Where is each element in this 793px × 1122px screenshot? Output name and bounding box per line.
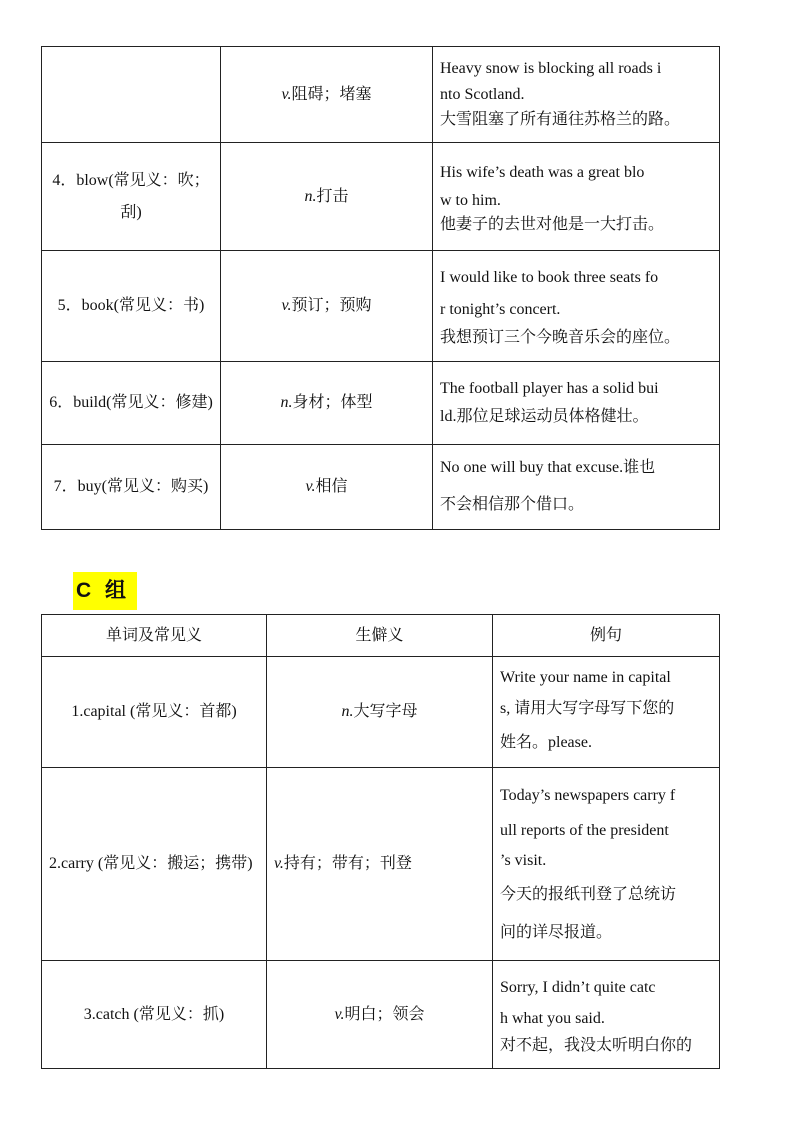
meaning-text: 打击	[316, 187, 349, 205]
word-cell	[42, 362, 221, 445]
pos-text: n.	[280, 394, 293, 412]
table-row	[42, 47, 720, 143]
pos-text: v.	[334, 1005, 345, 1023]
word-cell	[42, 961, 267, 1069]
meaning-text: 阻碍；堵塞	[291, 85, 372, 103]
table-row	[42, 445, 720, 530]
word-text: 3.catch (常见义：抓)	[83, 1005, 225, 1023]
section-c-heading: C 组	[73, 572, 137, 610]
example-cell	[493, 657, 720, 768]
table-row	[42, 143, 720, 251]
pos-text: v.	[281, 297, 292, 315]
table-row	[42, 362, 720, 445]
example-cell	[433, 362, 720, 445]
header-example: 例句	[493, 615, 720, 657]
pos-text: n.	[341, 703, 354, 721]
rare-meaning-cell	[221, 362, 433, 445]
rare-meaning-cell	[267, 961, 493, 1069]
vocab-table-b	[41, 46, 720, 530]
example-cell	[433, 47, 720, 143]
pos-text: v.	[305, 478, 316, 496]
meaning-text: 身材；体型	[292, 394, 373, 412]
example-cell	[433, 445, 720, 530]
word-cell	[42, 768, 267, 961]
word-text: 4．blow(常见义：吹；刮)	[52, 171, 210, 221]
rare-meaning-cell	[221, 143, 433, 251]
example-line: 对不起，我没太听明白你的	[500, 1036, 693, 1054]
word-cell	[42, 657, 267, 768]
meaning-text: 预订；预购	[291, 297, 372, 315]
word-text: 7．buy(常见义：购买)	[53, 478, 209, 496]
word-text: 2.carry (常见义：搬运；携带)	[49, 855, 253, 872]
example-line: 他妻子的去世对他是一大打击。	[440, 215, 665, 233]
example-line: ’s visit.	[500, 852, 547, 869]
word-text: 1.capital (常见义：首都)	[71, 703, 237, 721]
meaning-text: 相信	[315, 478, 348, 496]
word-cell	[42, 251, 221, 362]
example-cell	[493, 961, 720, 1069]
rare-meaning-cell	[267, 657, 493, 768]
example-cell	[493, 768, 720, 961]
example-line: ull reports of the president	[500, 821, 669, 839]
example-line: w to him.	[440, 192, 501, 210]
example-line: No one will buy that excuse.谁也	[440, 459, 656, 477]
example-cell	[433, 143, 720, 251]
example-line: 今天的报纸刊登了总统访	[500, 885, 677, 903]
pos-text: v.	[281, 85, 292, 103]
example-line: Heavy snow is blocking all roads i	[440, 60, 662, 78]
example-line: nto Scotland.	[440, 85, 525, 103]
example-cell	[433, 251, 720, 362]
example-line: Write your name in capital	[500, 669, 671, 687]
example-line: h what you said.	[500, 1009, 605, 1027]
meaning-text: 明白；领会	[344, 1005, 425, 1023]
example-line: s, 请用大写字母写下您的	[500, 700, 675, 718]
example-line: ld.那位足球运动员体格健壮。	[440, 408, 649, 425]
example-line: 问的详尽报道。	[500, 924, 613, 942]
example-line: r tonight’s concert.	[440, 301, 561, 319]
rare-meaning-cell	[221, 47, 433, 143]
example-line: Sorry, I didn’t quite catc	[500, 978, 656, 996]
example-line: Today’s newspapers carry f	[500, 786, 676, 804]
table-row	[42, 657, 720, 768]
word-cell	[42, 445, 221, 530]
header-word: 单词及常见义	[42, 615, 267, 657]
table-header-row	[42, 615, 720, 657]
word-text: 5．book(常见义：书)	[57, 297, 205, 315]
table-row	[42, 961, 720, 1069]
table-row	[42, 768, 720, 961]
example-line: 不会相信那个借口。	[440, 496, 585, 513]
meaning-text: 大写字母	[353, 703, 418, 721]
rare-meaning-cell	[221, 251, 433, 362]
example-line: The football player has a solid bui	[440, 380, 659, 397]
pos-text: n.	[304, 187, 317, 205]
rare-meaning-cell	[221, 445, 433, 530]
pos-text: v.	[274, 855, 284, 873]
example-line: His wife’s death was a great blo	[440, 164, 645, 182]
example-line: 大雪阻塞了所有通往苏格兰的路。	[440, 111, 681, 129]
word-cell	[42, 143, 221, 251]
rare-meaning-cell	[267, 768, 493, 961]
header-rare-meaning: 生僻义	[267, 615, 493, 657]
table-row	[42, 251, 720, 362]
word-text: 6．build(常见义：修建)	[49, 394, 213, 411]
meaning-text: 持有；带有；刊登	[283, 855, 412, 873]
example-line: 姓名。please.	[500, 734, 592, 751]
example-line: I would like to book three seats fo	[440, 269, 659, 287]
example-line: 我想预订三个今晚音乐会的座位。	[440, 329, 681, 347]
word-cell	[42, 47, 221, 143]
vocab-table-c	[41, 614, 720, 1069]
